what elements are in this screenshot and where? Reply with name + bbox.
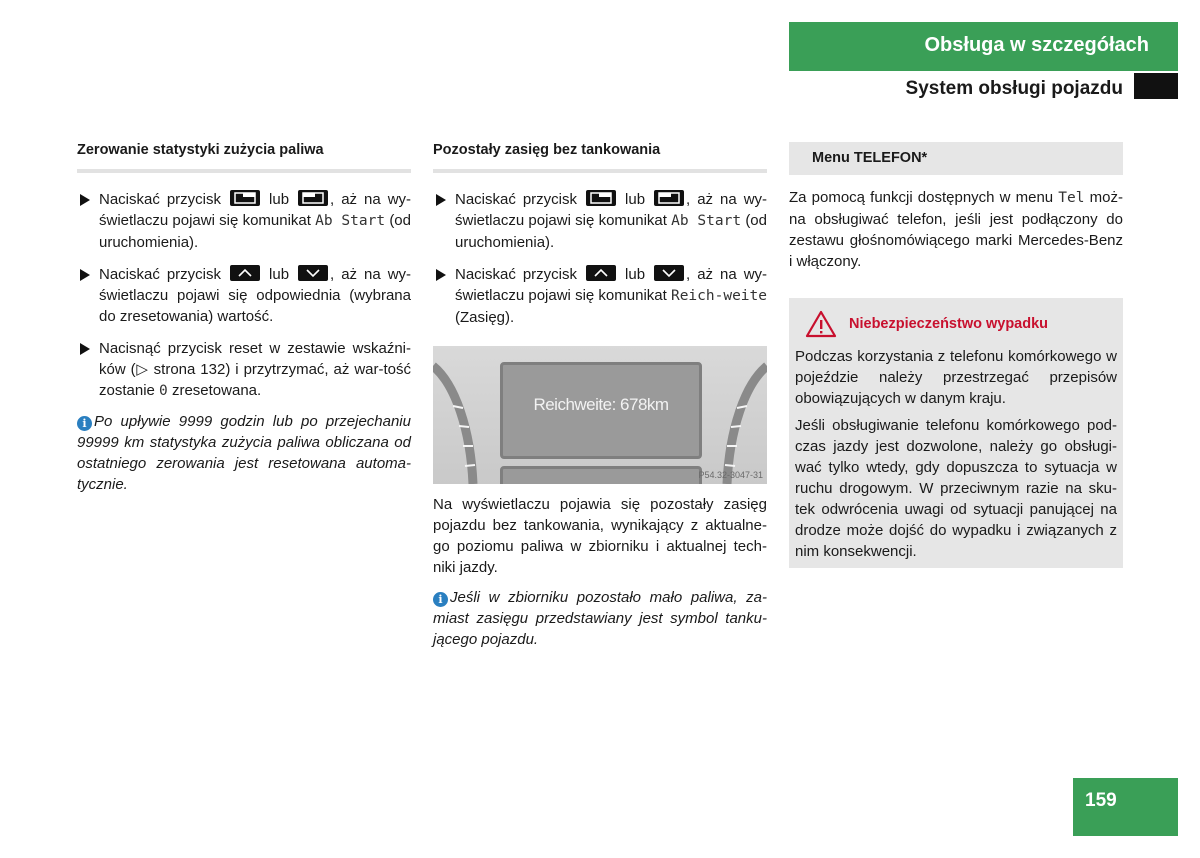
menu-heading: Menu TELEFON* (789, 142, 1123, 175)
step-arrow-icon (436, 269, 446, 281)
down-key-icon (654, 265, 684, 281)
info-note: i Jeśli w zbiorniku pozostało mało paliwa, za-miast zasięgu przedstawiany jest symbol tanku-jącego pojazdu. (433, 589, 767, 648)
down-key-icon (298, 265, 328, 281)
instruction-step: Naciskać przycisk lub , aż na wy-świetlaczu pojawi się komunikat Ab Start (od uruchomienia). (433, 189, 767, 253)
instruction-step: Naciskać przycisk lub , aż na wy-świetlaczu pojawi się odpowiednia (wybrana do zresetowania) wartość. (77, 264, 411, 327)
page-number: 159 (1073, 778, 1178, 836)
menu-intro: Za pomocą funkcji dostępnych w menu Tel moż-na obsługiwać telefon, jeśli jest podłączony do zestawu głośnomówiącego marki Mercedes-Benz i włączony. (789, 189, 1123, 270)
next-page-key-icon (230, 190, 260, 206)
display-message: Ab Start (315, 213, 386, 229)
danger-heading: Niebezpieczeństwo wypadku (795, 310, 1117, 338)
section-title: Obsługa w szczegółach (789, 22, 1178, 71)
step-arrow-icon (436, 194, 446, 206)
instruction-step: Naciskać przycisk lub , aż na wy-świetlaczu pojawi się komunikat Reich-weite (Zasięg). (433, 264, 767, 328)
info-note: i Po upływie 9999 godzin lub po przejechaniu 99999 km statystyka zużycia paliwa obliczana od ostatniego zerowania jest resetowana automa-tycznie. (77, 413, 411, 493)
up-key-icon (586, 265, 616, 281)
step-arrow-icon (80, 269, 90, 281)
danger-text: Podczas korzystania z telefonu komórkowego w pojeździe należy przestrzegać przepisów obowiązujących w danym kraju. (795, 348, 1117, 407)
range-description: Na wyświetlaczu pojawia się pozostały zasięg pojazdu bez tankowania, wynikający z aktualne-go poziomu paliwa w zbiorniku i aktualnej tech-niki jazdy. (433, 496, 767, 576)
zero-value: 0 (159, 383, 168, 399)
range-readout: Reichweite: 678km (533, 395, 669, 414)
danger-text: Jeśli obsługiwanie telefonu komórkowego pod-czas jazdy jest dozwolone, należy go obsługi-wać tylko wtedy, gdy dopuszcza to sytuacja w ruchu drogowym. W przeciwnym razie na sku-tek odwrócenia uwagi od sytuacji panującej na drodze może dojść do wypadku i związanych z nim konsekwencji. (795, 417, 1117, 560)
instruction-step: Nacisnąć przycisk reset w zestawie wskaźni-ków (▷ strona 132) i przytrzymać, aż war-tość zostanie 0 zresetowana. (77, 338, 411, 402)
page-reference: ▷ strona 132 (135, 361, 226, 378)
info-icon: i (77, 416, 92, 431)
prev-page-key-icon (654, 190, 684, 206)
prev-page-key-icon (298, 190, 328, 206)
menu-name: Tel (1058, 190, 1085, 206)
info-icon: i (433, 592, 448, 607)
step-arrow-icon (80, 194, 90, 206)
column-telephone-menu (789, 142, 1123, 568)
subsection-title: System obsługi pojazdu (905, 78, 1123, 99)
warning-triangle-icon (805, 310, 837, 338)
up-key-icon (230, 265, 260, 281)
display-message: Ab Start (671, 213, 742, 229)
column-heading: Zerowanie statystyki zużycia paliwa (77, 142, 411, 173)
instrument-cluster-photo (433, 346, 767, 484)
cluster-lower-display (500, 466, 702, 484)
step-arrow-icon (80, 343, 90, 355)
subsection-marker (1134, 73, 1178, 99)
display-message: Reich-weite (670, 288, 767, 304)
column-heading: Pozostały zasięg bez tankowania (433, 142, 767, 173)
next-page-key-icon (586, 190, 616, 206)
column-fuel-stats-reset (77, 142, 411, 495)
danger-warning-box (789, 298, 1123, 568)
column-remaining-range (433, 142, 767, 650)
photo-code: P54.32-3047-31 (698, 470, 763, 480)
instruction-step: Naciskać przycisk lub , aż na wy-świetlaczu pojawi się komunikat Ab Start (od uruchomienia). (77, 189, 411, 253)
